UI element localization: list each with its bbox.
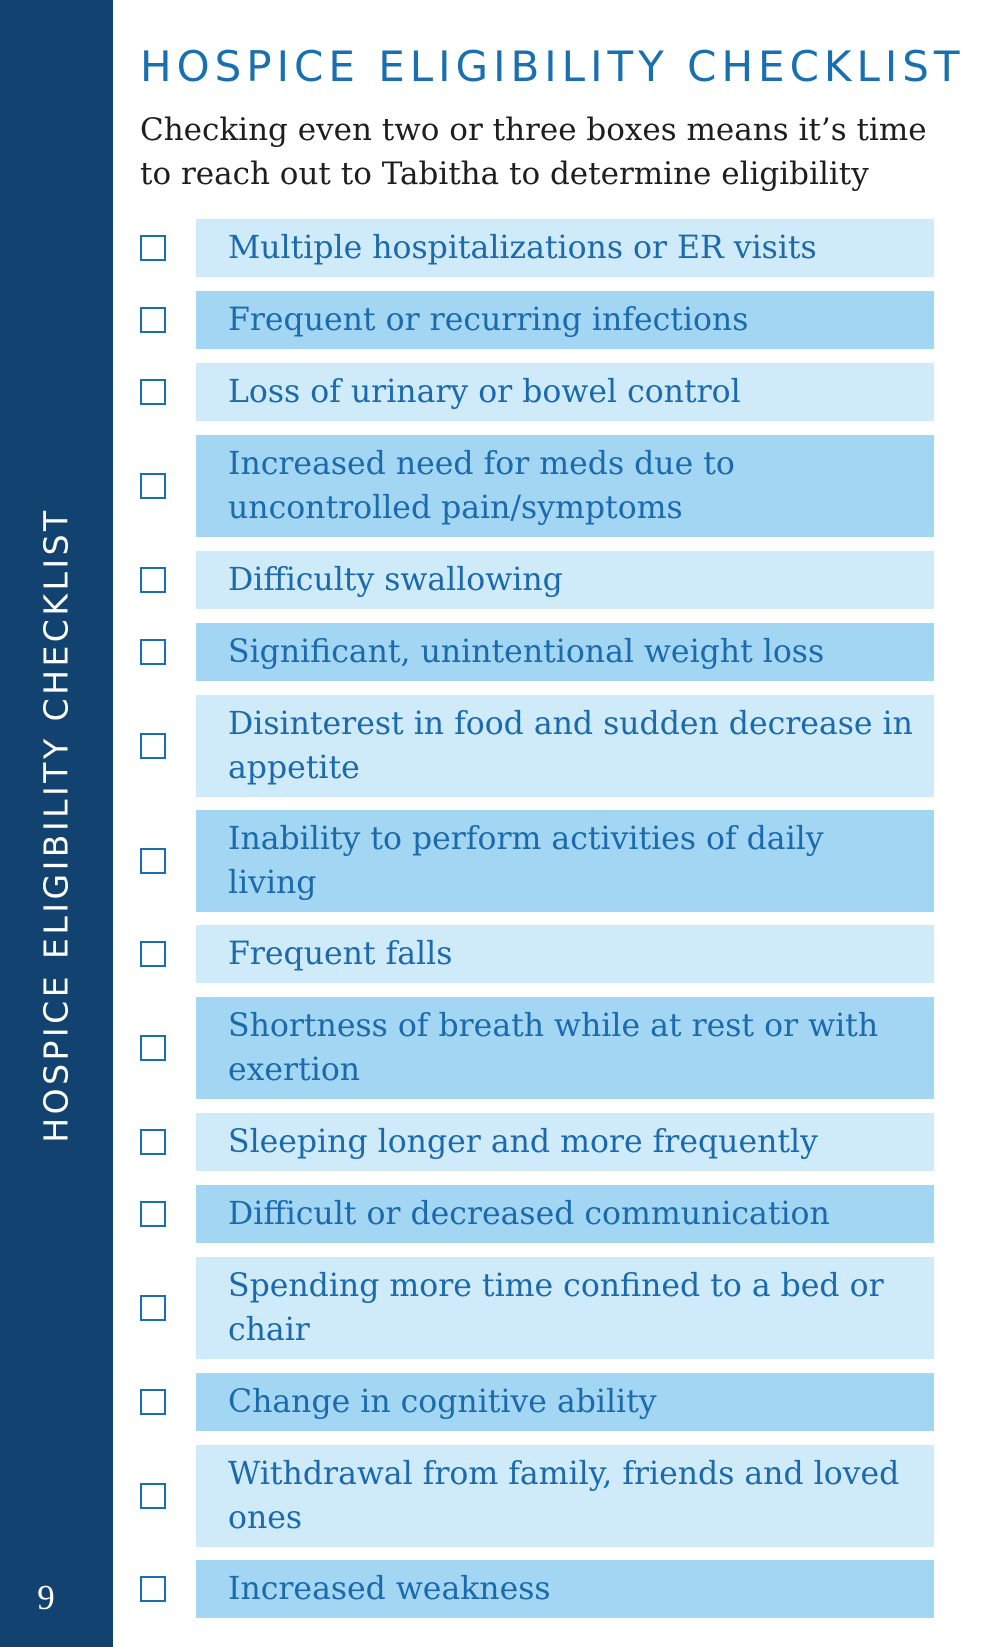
checklist-item: [0, 1373, 1000, 1431]
page-title: HOSPICE ELIGIBILITY CHECKLIST: [140, 42, 965, 91]
checklist-item-label: Shortness of breath while at rest or with exertion: [228, 1008, 879, 1088]
checklist-item-bar: [196, 1185, 934, 1243]
checkbox[interactable]: [140, 1389, 166, 1415]
checkbox[interactable]: [140, 639, 166, 665]
checklist-item: [0, 551, 1000, 609]
checkbox[interactable]: [140, 941, 166, 967]
checklist-item: [0, 1113, 1000, 1171]
checklist-item: [0, 997, 1000, 1099]
checklist-item-bar: [196, 1560, 934, 1618]
checklist-item: [0, 1185, 1000, 1243]
checklist-item-bar: [196, 1113, 934, 1171]
checklist-item-label: Loss of urinary or bowel control: [228, 374, 741, 410]
checklist-item-bar: [196, 925, 934, 983]
checklist-item-bar: [196, 810, 934, 912]
checklist-item-bar: [196, 1373, 934, 1431]
checklist-item-bar: [196, 1445, 934, 1547]
checklist-item: [0, 1560, 1000, 1618]
checklist-item-label: Frequent or recurring infections: [228, 302, 749, 338]
checklist-item: [0, 219, 1000, 277]
checkbox[interactable]: [140, 1201, 166, 1227]
checklist-item-label: Sleeping longer and more frequently: [228, 1124, 818, 1160]
checklist-item: [0, 623, 1000, 681]
checklist-item-bar: [196, 291, 934, 349]
checklist-item-label: Frequent falls: [228, 936, 453, 972]
checklist-item: [0, 363, 1000, 421]
checkbox[interactable]: [140, 733, 166, 759]
checklist-item: [0, 435, 1000, 537]
checklist-item-bar: [196, 695, 934, 797]
checklist-item-label: Change in cognitive ability: [228, 1384, 657, 1420]
checkbox[interactable]: [140, 1035, 166, 1061]
checkbox[interactable]: [140, 307, 166, 333]
checkbox[interactable]: [140, 1483, 166, 1509]
checklist-item-bar: [196, 997, 934, 1099]
checkbox[interactable]: [140, 235, 166, 261]
checkbox[interactable]: [140, 567, 166, 593]
checkbox[interactable]: [140, 1295, 166, 1321]
checklist-item: [0, 810, 1000, 912]
checklist-item-label: Increased weakness: [228, 1571, 551, 1607]
checklist-item: [0, 1445, 1000, 1547]
checkbox[interactable]: [140, 473, 166, 499]
checklist-item-bar: [196, 551, 934, 609]
checklist-item: [0, 291, 1000, 349]
checkbox[interactable]: [140, 1129, 166, 1155]
checklist-item-label: Difficulty swallowing: [228, 562, 563, 598]
checkbox[interactable]: [140, 1576, 166, 1602]
checklist-item-bar: [196, 1257, 934, 1359]
checklist-item-bar: [196, 623, 934, 681]
checklist-item-bar: [196, 219, 934, 277]
checklist-item-label: Multiple hospitalizations or ER visits: [228, 230, 817, 266]
checklist-item: [0, 1257, 1000, 1359]
checklist-item-label: Spending more time confined to a bed or chair: [228, 1268, 884, 1348]
checklist-item-label: Disinterest in food and sudden decrease in appetite: [228, 706, 913, 786]
sidebar-title: HOSPICE ELIGIBILITY CHECKLIST: [36, 507, 76, 1143]
checklist-item-label: Inability to perform activities of daily living: [228, 821, 824, 901]
checklist-item-label: Withdrawal from family, friends and loved ones: [228, 1456, 900, 1536]
checkbox[interactable]: [140, 848, 166, 874]
page-number: 9: [37, 1578, 55, 1617]
checklist-item-label: Significant, unintentional weight loss: [228, 634, 825, 670]
checklist-item-bar: [196, 363, 934, 421]
checklist-item-label: Increased need for meds due to uncontrolled pain/symptoms: [228, 446, 735, 526]
checklist-item-label: Difficult or decreased communication: [228, 1196, 830, 1232]
checkbox[interactable]: [140, 379, 166, 405]
intro-text: Checking even two or three boxes means it’s time to reach out to Tabitha to determine eligibility: [140, 112, 927, 192]
checklist-item-bar: [196, 435, 934, 537]
checklist-item: [0, 695, 1000, 797]
checklist-item: [0, 925, 1000, 983]
